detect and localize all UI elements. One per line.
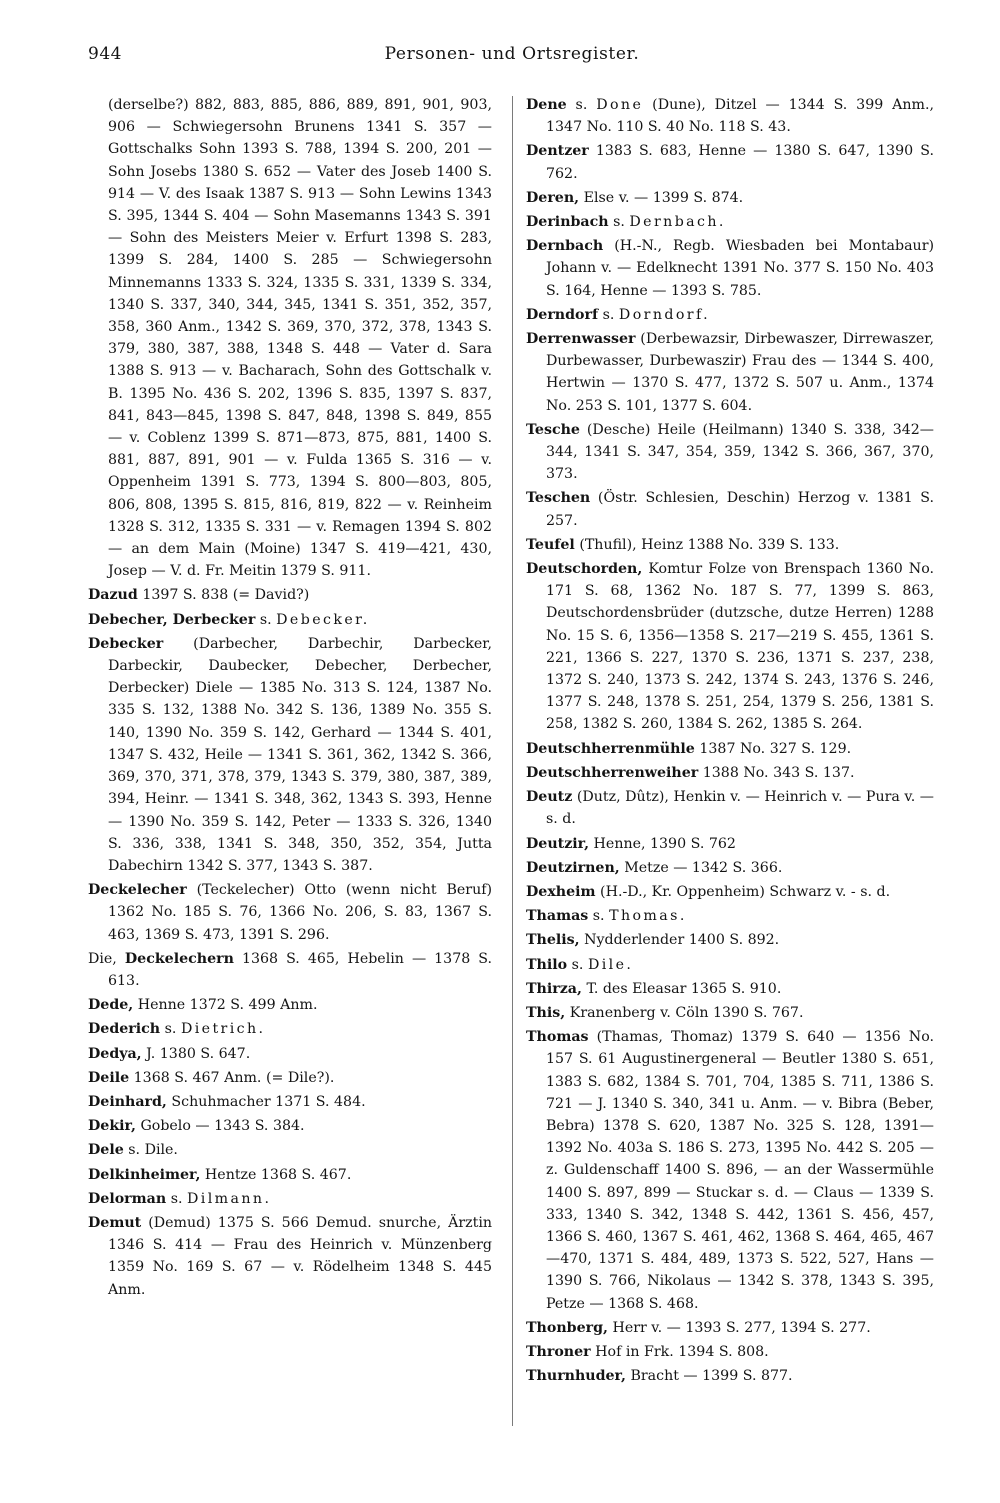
left-column bbox=[88, 94, 492, 1301]
entry-text: s. bbox=[613, 214, 625, 231]
index-entry bbox=[88, 1067, 492, 1089]
entry-text: Henne, 1390 S. 762 bbox=[593, 835, 736, 852]
index-entry bbox=[526, 558, 934, 736]
entry-text: J. 1380 S. 647. bbox=[146, 1045, 251, 1062]
entry-text: Schuhmacher 1371 S. 484. bbox=[171, 1093, 366, 1110]
entry-headword: This, bbox=[526, 1004, 566, 1021]
entry-headword: Dekir, bbox=[88, 1118, 136, 1135]
index-entry bbox=[88, 609, 492, 631]
index-entry bbox=[88, 633, 492, 877]
index-entry bbox=[526, 833, 934, 855]
index-entry bbox=[526, 1002, 934, 1024]
entry-headword: Deutschorden, bbox=[526, 561, 643, 578]
index-entry bbox=[526, 954, 934, 976]
entry-cross-reference: Dorndorf. bbox=[618, 306, 711, 323]
entry-text: (Dutz, Dûtz), Henkin v. — Heinrich v. — Pura v. — s. d. bbox=[546, 789, 934, 828]
entry-text: s. bbox=[164, 1021, 177, 1038]
index-entry bbox=[88, 1115, 492, 1137]
entry-text: (Östr. Schlesien, Deschin) Herzog v. 1381 S. 257. bbox=[546, 490, 935, 529]
entry-headword: Derndorf bbox=[526, 306, 599, 323]
entry-headword: Deile bbox=[88, 1069, 130, 1086]
entry-text: s. bbox=[571, 956, 584, 973]
index-entry bbox=[526, 857, 934, 879]
entry-text: (Darbecher, Darbechir, Darbecker, Darbeckir, Daubecker, Debecher, Derbecher, Derbecker) Diele — 1385 No. 313 S. 124, 1387 No. 335 S. 132, 1388 No. 342 S. 136, 1389 No. 355 S. 140, 1390 No. 359 S. 142, Gerhard — 1344 S. 401, 1347 S. 432, Heile — 1341 S. 361, 362, 1342 S. 366, 369, 370, 371, 378, 379, 1343 S. 379, 380, 387, 389, 394, Heinr. — 1341 S. 348, 362, 1343 S. 393, Henne — 1390 No. 359 S. 142, Peter — 1333 S. 326, 1340 S. 336, 338, 1341 S. 348, 350, 352, 354, Jutta Dabechirn 1342 S. 377, 1343 S. 387. bbox=[108, 635, 492, 874]
entry-headword: Tesche bbox=[526, 421, 580, 438]
entry-text: Else v. — 1399 S. 874. bbox=[583, 189, 744, 206]
right-column bbox=[526, 94, 934, 1387]
index-entry bbox=[526, 881, 934, 903]
entry-cross-reference: Dile. bbox=[587, 956, 634, 973]
entry-text: (Thamas, Thomaz) 1379 S. 640 — 1356 No. 157 S. 61 Augustinergeneral — Beutler 1380 S. 651, 1383 S. 682, 1384 S. 701, 704, 1385 S. 711, 1386 S. 721 — J. 1340 S. 340, 341 u. Anm. — v. Bibra (Beber, Bebra) 1378 S. 620, 1387 No. 325 S. 128, 1391—1392 No. 403a S. 186 S. 273, 1395 No. 442 S. 205 — z. Guldenschaff 1400 S. 896, — an der Wassermühle 1400 S. 897, 899 — Stuckar s. d. — Claus — 1339 S. 333, 1340 S. 342, 1348 S. 442, 1361 S. 456, 457, 1366 S. 460, 1367 S. 461, 462, 1368 S. 464, 465, 467—470, 1371 S. 484, 489, 1373 S. 522, 527, Hans — 1390 S. 766, Nikolaus — 1342 S. 378, 1343 S. 395, Petze — 1368 S. 468. bbox=[546, 1029, 934, 1312]
entry-headword: Deutschherrenmühle bbox=[526, 740, 695, 757]
entry-text: s. Dile. bbox=[128, 1142, 178, 1159]
index-entry bbox=[526, 978, 934, 1000]
entry-text: s. bbox=[170, 1190, 183, 1207]
index-entry bbox=[88, 994, 492, 1016]
entry-text: (Demud) 1375 S. 566 Demud. snurche, Ärztin 1346 S. 414 — Frau des Heinrich v. Münzenberg 1359 No. 169 S. 67 — v. Rödelheim 1348 S. 445 Anm. bbox=[108, 1214, 492, 1298]
entry-text: (Thufil), Heinz 1388 No. 339 S. 133. bbox=[579, 536, 840, 553]
entry-text: (Desche) Heile (Heilmann) 1340 S. 338, 342—344, 1341 S. 347, 354, 359, 1342 S. 366, 367, 370, 373. bbox=[546, 421, 934, 483]
entry-text: Nydderlender 1400 S. 892. bbox=[584, 932, 780, 949]
index-entry bbox=[526, 1365, 934, 1387]
entry-headword: Deren, bbox=[526, 189, 580, 206]
entry-cross-reference: Dietrich. bbox=[180, 1021, 266, 1038]
entry-headword: Deckelechern bbox=[124, 950, 234, 967]
entry-text: 1383 S. 683, Henne — 1380 S. 647, 1390 S. 762. bbox=[546, 143, 934, 182]
entry-text: Herr v. — 1393 S. 277, 1394 S. 277. bbox=[612, 1319, 871, 1336]
index-entry bbox=[526, 140, 934, 184]
page-header bbox=[88, 44, 936, 78]
entry-headword: Dazud bbox=[88, 587, 138, 604]
entry-headword: Dederich bbox=[88, 1021, 161, 1038]
running-title: Personen- und Ortsregister. bbox=[384, 44, 640, 64]
entry-headword: Thilo bbox=[526, 956, 568, 973]
entry-text: Metze — 1342 S. 366. bbox=[624, 859, 783, 876]
entry-headword: Thamas bbox=[526, 908, 589, 925]
page-number: 944 bbox=[88, 44, 122, 64]
entry-headword: Debecker bbox=[88, 635, 164, 652]
entry-headword: Thomas bbox=[526, 1029, 589, 1046]
entry-cross-reference: Debecker. bbox=[276, 611, 370, 628]
entry-headword: Deutzir, bbox=[526, 835, 590, 852]
index-entry bbox=[88, 879, 492, 946]
index-entry bbox=[526, 738, 934, 760]
entry-headword: Deutzirnen, bbox=[526, 859, 620, 876]
index-entry bbox=[88, 1018, 492, 1040]
index-entry bbox=[526, 929, 934, 951]
entry-headword: Dene bbox=[526, 97, 567, 113]
index-entry bbox=[88, 1091, 492, 1113]
entry-cross-reference: Dernbach. bbox=[629, 214, 726, 231]
entry-headword: Derrenwasser bbox=[526, 331, 636, 348]
index-entry bbox=[88, 1139, 492, 1161]
index-entry bbox=[88, 948, 492, 992]
entry-text: Bracht — 1399 S. 877. bbox=[630, 1368, 793, 1385]
entry-text: (derselbe?) 882, 883, 885, 886, 889, 891, 901, 903, 906 — Schwiegersohn Brunens 1341 S. 357 — Gottschalks Sohn 1393 S. 788, 1394 S. 200, 201 — Sohn Josebs 1380 S. 652 — Vater des Joseb 1400 S. 914 — V. des Isaak 1387 S. 913 — Sohn Lewins 1343 S. 395, 1344 S. 404 — Sohn Masemanns 1343 S. 391 — Sohn des Meisters Meier v. Erfurt 1398 S. 283, 1399 S. 284, 1400 S. 285 — Schwiegersohn Minnemanns 1333 S. 324, 1335 S. 331, 1339 S. 334, 1340 S. 337, 340, 344, 345, 1341 S. 351, 352, 357, 358, 360 Anm., 1342 S. 369, 370, 372, 378, 1343 S. 379, 380, 387, 388, 1348 S. 448 — Vater d. Sara 1388 S. 913 — v. Bacharach, Sohn des Gottschalk v. B. 1395 No. 436 S. 202, 1396 S. 835, 1397 S. 837, 841, 843—845, 1398 S. 847, 848, 1398 S. 849, 855 — v. Coblenz 1399 S. 871—873, 875, 881, 1400 S. 881, 887, 891, 901 — v. Fulda 1365 S. 316 — v. Oppenheim 1391 S. 773, 1394 S. 800—803, 805, 806, 808, 1395 S. 815, 816, 819, 822 — v. Reinheim 1328 S. 312, 1335 S. 331 — v. Remagen 1394 S. 802 — an dem Main (Moine) 1347 S. 419—421, 430, Josep — V. d. Fr. Meitin 1379 S. 911. bbox=[108, 97, 492, 580]
entry-headword: Teschen bbox=[526, 490, 591, 507]
index-entry bbox=[526, 235, 934, 302]
index-entry bbox=[526, 419, 934, 486]
entry-cross-reference: Thomas. bbox=[609, 908, 687, 925]
entry-text-tail: (Dune), Ditzel — 1344 S. 399 Anm., 1347 No. 110 S. 40 No. 118 S. 43. bbox=[546, 97, 934, 136]
index-entry bbox=[526, 762, 934, 784]
index-entry bbox=[526, 187, 934, 209]
entry-text: Henne 1372 S. 499 Anm. bbox=[137, 997, 318, 1014]
entry-text: 1368 S. 465, Hebelin — 1378 S. 613. bbox=[108, 950, 493, 989]
entry-headword: Deinhard, bbox=[88, 1093, 167, 1110]
entry-headword: Deutschherrenweiher bbox=[526, 764, 699, 781]
entry-headword: Throner bbox=[526, 1343, 591, 1360]
entry-headword: Delorman bbox=[88, 1190, 167, 1207]
entry-headword: Teufel bbox=[526, 536, 575, 553]
index-entry bbox=[88, 1212, 492, 1301]
index-entry bbox=[526, 534, 934, 556]
entry-text: T. des Eleasar 1365 S. 910. bbox=[586, 980, 782, 997]
entry-text: (Teckelecher) Otto (wenn nicht Beruf) 1362 No. 185 S. 76, 1366 No. 206, S. 83, 1367 S. 463, 1369 S. 473, 1391 S. 296. bbox=[108, 882, 492, 943]
entry-headword: Thelis, bbox=[526, 932, 580, 949]
entry-headword: Deutz bbox=[526, 789, 573, 806]
entry-text: s. bbox=[602, 306, 615, 323]
index-entry bbox=[526, 1341, 934, 1363]
entry-headword: Thurnhuder, bbox=[526, 1368, 626, 1385]
index-entry bbox=[88, 1164, 492, 1186]
entry-text: 1388 No. 343 S. 137. bbox=[702, 764, 855, 781]
index-entry bbox=[88, 1188, 492, 1210]
entry-text: s. bbox=[259, 611, 272, 628]
index-entry bbox=[526, 211, 934, 233]
index-entry bbox=[526, 487, 934, 531]
index-entry bbox=[526, 304, 934, 326]
entry-headword: Thonberg, bbox=[526, 1319, 608, 1336]
index-entry bbox=[526, 94, 934, 138]
entry-prefix: Die, bbox=[88, 950, 117, 967]
index-entry bbox=[526, 328, 934, 417]
entry-headword: Dedya, bbox=[88, 1045, 142, 1062]
entry-headword: Delkinheimer, bbox=[88, 1166, 201, 1183]
entry-cross-reference: Dilmann. bbox=[187, 1190, 272, 1207]
index-entry bbox=[88, 94, 492, 582]
index-entry bbox=[526, 905, 934, 927]
entry-headword: Dexheim bbox=[526, 883, 596, 900]
entry-headword: Dernbach bbox=[526, 238, 604, 255]
entry-text: (H.-N., Regb. Wiesbaden bei Montabaur) Johann v. — Edelknecht 1391 No. 377 S. 150 No. 403 S. 164, Henne — 1393 S. 785. bbox=[546, 238, 935, 299]
entry-text: Kranenberg v. Cöln 1390 S. 767. bbox=[569, 1004, 804, 1021]
entry-text: (Derbewazsir, Dirbewaszer, Dirrewaszer, Durbewasser, Durbewaszir) Frau des — 1344 S. 400, Hertwin — 1370 S. 477, 1372 S. 507 u. Anm., 1374 No. 253 S. 101, 1377 S. 604. bbox=[546, 331, 935, 414]
entry-text: 1387 No. 327 S. 129. bbox=[699, 740, 852, 757]
index-entry bbox=[88, 584, 492, 606]
index-entry bbox=[88, 1043, 492, 1065]
entry-headword: Demut bbox=[88, 1214, 142, 1231]
column-divider bbox=[512, 96, 513, 1426]
entry-text: (H.-D., Kr. Oppenheim) Schwarz v. - s. d. bbox=[600, 883, 891, 900]
entry-text: 1397 S. 838 (= David?) bbox=[142, 587, 310, 604]
entry-headword: Debecher, Derbecker bbox=[88, 611, 256, 628]
entry-text: s. bbox=[575, 97, 588, 113]
entry-headword: Thirza, bbox=[526, 980, 582, 997]
entry-headword: Dele bbox=[88, 1142, 124, 1159]
entry-text: s. bbox=[592, 908, 605, 925]
entry-headword: Dentzer bbox=[526, 143, 589, 160]
entry-text: Komtur Folze von Brenspach 1360 No. 171 S. 68, 1362 No. 187 S. 77, 1399 S. 863, Deutschordensbrüder (dutzsche, dutze Herren) 1288 No. 15 S. 6, 1356—1358 S. 217—219 S. 455, 1361 S. 221, 1366 S. 227, 1370 S. 236, 1371 S. 237, 238, 1372 S. 240, 1373 S. 242, 1374 S. 243, 1376 S. 246, 1377 S. 248, 1378 S. 251, 254, 1379 S. 256, 1381 S. 258, 1382 S. 260, 1384 S. 262, 1385 S. 264. bbox=[546, 561, 935, 733]
index-entry bbox=[526, 1026, 934, 1315]
entry-text: Hentze 1368 S. 467. bbox=[204, 1166, 352, 1183]
entry-headword: Deckelecher bbox=[88, 882, 187, 899]
entry-text: Hof in Frk. 1394 S. 808. bbox=[595, 1343, 769, 1360]
entry-headword: Dede, bbox=[88, 997, 134, 1014]
entry-cross-reference: Done bbox=[596, 97, 644, 113]
index-entry bbox=[526, 1317, 934, 1339]
entry-text: Gobelo — 1343 S. 384. bbox=[140, 1118, 305, 1135]
entry-headword: Derinbach bbox=[526, 214, 609, 231]
index-entry bbox=[526, 786, 934, 830]
entry-text: 1368 S. 467 Anm. (= Dile?). bbox=[133, 1069, 335, 1086]
